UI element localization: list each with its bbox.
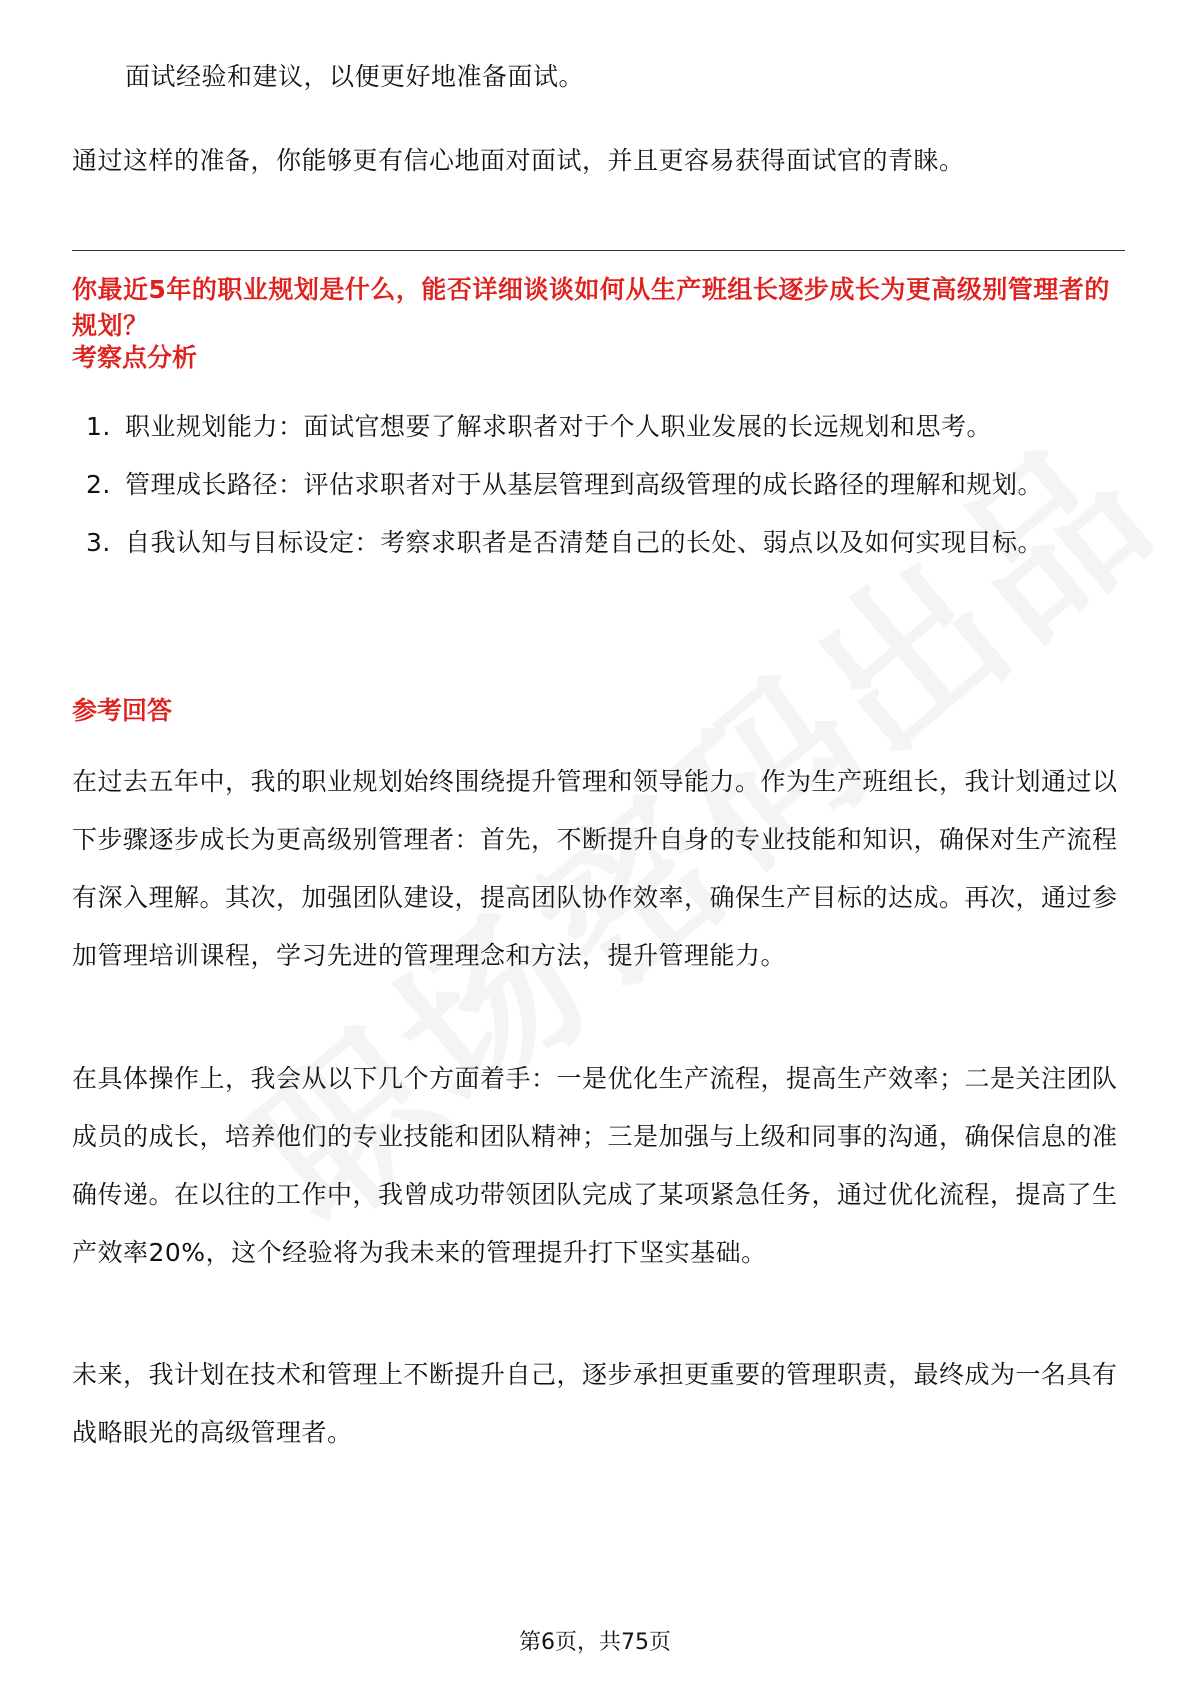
answer-paragraph: 在过去五年中，我的职业规划始终围绕提升管理和领导能力。作为生产班组长，我计划通过以下步骤逐步成长为更高级别管理者：首先，不断提升自身的专业技能和知识，确保对生产流程有深入理解。其次，加强团队建设，提高团队协作效率，确保生产目标的达成。再次，通过参加管理培训课程，学习先进的管理理念和方法，提升管理能力。 <box>72 767 1118 970</box>
analysis-item <box>72 514 1125 572</box>
analysis-item <box>72 398 1125 456</box>
answer-title: 参考回答 <box>72 696 173 725</box>
answer-paragraph: 在具体操作上，我会从以下几个方面着手：一是优化生产流程，提高生产效率；二是关注团队成员的成长，培养他们的专业技能和团队精神；三是加强与上级和同事的沟通，确保信息的准确传递。在以往的工作中，我曾成功带领团队完成了某项紧急任务，通过优化流程，提高了生产效率20%，这个经验将为我未来的管理提升打下坚实基础。 <box>72 1064 1118 1267</box>
list-number: 2. <box>86 470 111 499</box>
list-item-text: 管理成长路径：评估求职者对于从基层管理到高级管理的成长路径的理解和规划。 <box>125 470 1044 499</box>
list-number: 1. <box>86 412 111 441</box>
answer-paragraph: 未来，我计划在技术和管理上不断提升自己，逐步承担更重要的管理职责，最终成为一名具有战略眼光的高级管理者。 <box>72 1360 1118 1447</box>
list-number: 3. <box>86 528 111 557</box>
analysis-title: 考察点分析 <box>72 343 198 372</box>
analysis-item <box>72 456 1125 514</box>
analysis-list <box>72 398 1125 572</box>
intro-conclusion: 通过这样的准备，你能够更有信心地面对面试，并且更容易获得面试官的青睐。 <box>72 146 965 175</box>
list-item-text: 职业规划能力：面试官想要了解求职者对于个人职业发展的长远规划和思考。 <box>125 412 993 441</box>
intro-continuation: 面试经验和建议，以便更好地准备面试。 <box>125 62 585 91</box>
section-divider <box>72 250 1125 251</box>
question-heading: 你最近5年的职业规划是什么，能否详细谈谈如何从生产班组长逐步成长为更高级别管理者的规划？ <box>72 275 1110 340</box>
list-item-text: 自我认知与目标设定：考察求职者是否清楚自己的长处、弱点以及如何实现目标。 <box>125 528 1044 557</box>
page-number: 第6页，共75页 <box>519 1630 671 1655</box>
